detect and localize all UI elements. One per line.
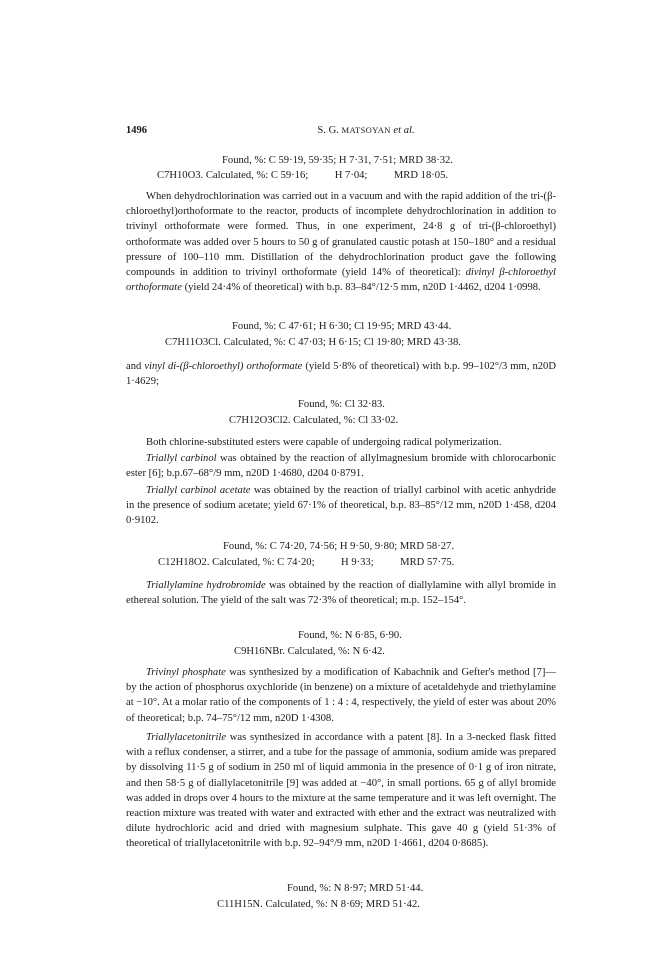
formula-found-3: Found, %: Cl 32·83. (298, 399, 385, 410)
paragraph-dehydrochlorination (126, 189, 556, 295)
formula-found-2: Found, %: C 47·61; H 6·30; Cl 19·95; MRD 43·44. (232, 321, 452, 332)
formula-calculated-2: C7H11O3Cl. Calculated, %: C 47·03; H 6·15; Cl 19·80; MRD 43·38. (165, 337, 461, 348)
running-header (126, 123, 556, 139)
formula-calculated-4: C12H18O2. Calculated, %: C 74·20; H 9·33; MRD 57·75. (158, 557, 455, 568)
formula-found-5: Found, %: N 6·85, 6·90. (298, 630, 402, 641)
paragraph-polymerization: Both chlorine-substituted esters were capable of undergoing radical polymerization. (146, 437, 502, 448)
paragraph-text: and (126, 361, 142, 372)
paragraph-text: was obtained by the reaction of allylmagnesium bromide with chlorocarbonic ester [6]; b.p.67–68°/9 mm, n20D 1·4680, d204 0·8791. (126, 453, 557, 480)
formula-found-1: Found, %: C 59·19, 59·35; H 7·31, 7·51; MRD 38·32. (222, 155, 453, 166)
paragraph-text: was synthesized in accordance with a patent [8]. In a 3-necked flask fitted with a reflux condenser, a stirrer, and a tube for the passage of ammonia, sodium amide was prepared by dissolving 11·5 g of sodium in 250 ml of liquid ammonia in the presence of 0·1 g of iron nitrate, and then 58·5 g of diallylacetonitrile [9] was added at −40°, in small portions. 65 g of allyl bromide was added in drops over 4 hours to the mixture at the same temperature and it was left overnight. The reaction mixture was treated with water and extracted with ether and the extract was neutralized with dilute hydrochloric acid and dried with magnesium sulphate. This gave 40 g (yield 51·3% of theoretical of triallylacetonitrile with b.p. 92–94°/9 mm, n20D 1·4661, d204 0·8685). (126, 732, 556, 850)
formula-found-4: Found, %: C 74·20, 74·56; H 9·50, 9·80; MRD 58·27. (223, 541, 454, 552)
compound-name: divinyl β-chloroethyl orthoformate (126, 267, 556, 294)
paragraph-text: was obtained by the reaction of triallyl carbinol with acetic anhydride in the presence of sodium acetate; yield 67·1% of theoretical, b.p. 83–85°/12 mm, n20D 1·458, d204 0·9102. (126, 485, 556, 527)
et-al: et al. (393, 125, 415, 136)
paragraph-text: was obtained by the reaction of diallylamine with allyl bromide in ethereal solution. The yield of the salt was 72·3% of theoretical; m.p. 152–154°. (126, 580, 556, 607)
compound-name: Triallyl carbinol acetate (146, 485, 251, 496)
compound-name: Triallylamine hydrobromide (146, 580, 266, 591)
paragraph-triallylamine (126, 578, 556, 608)
formula-calculated-3: C7H12O3Cl2. Calculated, %: Cl 33·02. (229, 415, 399, 426)
paragraph-text: (yield 24·4% of theoretical) with b.p. 83–84°/12·5 mm, n20D 1·4462, d204 1·0998. (184, 282, 541, 294)
paragraph-vinyl-orthoformate (126, 359, 556, 389)
formula-found-6: Found, %: N 8·97; MRD 51·44. (287, 883, 424, 894)
formula-calculated-1: C7H10O3. Calculated, %: C 59·16; H 7·04; MRD 18·05. (157, 170, 449, 181)
compound-name: Triallyl carbinol (146, 453, 217, 464)
compound-name: vinyl di-(β-chloroethyl) orthoformate (144, 361, 303, 372)
page-number: 1496 (126, 125, 147, 136)
paragraph-triallyl-carbinol-acetate (126, 483, 556, 529)
paragraph-text: When dehydrochlorination was carried out in a vacuum and with the rapid addition of the tri-(β-chloroethyl)orthoformate to the reactor, products of incomplete dehydrochlorination in addition to trivinyl orthoformate were formed. Thus, in one experiment, 24·8 g of tri-(β-chloroethyl) orthoformate was added over 5 hours to 50 g of granulated caustic potash at 150–180° and a residual pressure of 100–110 mm. Distillation of the dehydrochlorination product gave the following compounds in addition to trivinyl orthoformate (yield 14% of theoretical): (126, 191, 556, 279)
running-author (276, 123, 456, 138)
paragraph-trivinyl-phosphate (126, 665, 556, 726)
formula-calculated-6: C11H15N. Calculated, %: N 8·69; MRD 51·42. (217, 899, 420, 910)
paragraph-text: (yield 5·8% of theoretical) with b.p. 99–102°/3 mm, n20D 1·4629; (126, 361, 556, 388)
author-initials: S. G. (317, 125, 339, 136)
paragraph-triallyl-carbinol (126, 451, 556, 481)
formula-calculated-5: C9H16NBr. Calculated, %: N 6·42. (234, 646, 385, 657)
compound-name: Triallylacetonitrile (146, 732, 227, 743)
compound-name: Trivinyl phosphate (146, 667, 226, 678)
paragraph-triallylacetonitrile (126, 730, 556, 852)
author-surname: MATSOYAN (341, 125, 391, 135)
paragraph-text: was synthesized by a modification of Kabachnik and Gefter's method [7]—by the action of phosphorus oxychloride (in benzene) on a mixture of acetaldehyde and triethylamine at −10°. At a molar ratio of the components of 1 : 4 : 4, respectively, the yield of ester was about 20% of theoretical; b.p. 74–75°/12 mm, n20D 1·4308. (126, 667, 556, 724)
